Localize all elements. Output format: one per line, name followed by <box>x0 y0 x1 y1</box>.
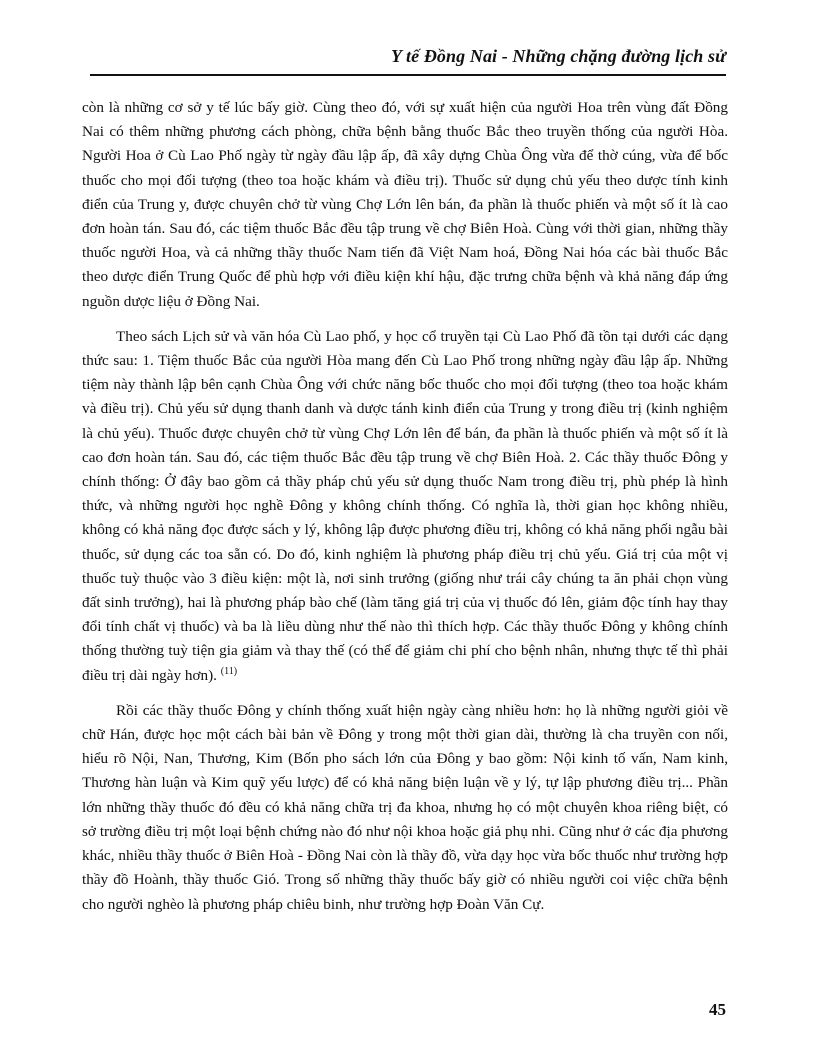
paragraph-1: còn là những cơ sở y tế lúc bấy giờ. Cùng theo đó, với sự xuất hiện của người Hoa trên vùng đất Đồng Nai có thêm những phương cách phòng, chữa bệnh bằng thuốc Bắc theo truyền thống của người Hòa. Người Hoa ở Cù Lao Phố ngày từ ngày đầu lập ấp, đã xây dựng Chùa Ông vừa để thờ cúng, vừa để bốc thuốc cho mọi đối tượng (theo toa hoặc khám và điều trị). Thuốc sử dụng chủ yếu theo dược tính kinh điển của Trung y, được chuyên chở từ vùng Chợ Lớn lên bán, đa phần là thuốc phiến và một số ít là cao đơn hoàn tán. Sau đó, các tiệm thuốc Bắc đều tập trung về chợ Biên Hoà. Cùng với thời gian, những thầy thuốc người Hoa, và cả những thầy thuốc Nam tiến đã Việt Nam hoá, Đồng Nai hóa các bài thuốc Bắc theo dược điển Trung Quốc để phù hợp với điều kiện khí hậu, đặc trưng chữa bệnh và khả năng đáp ứng nguồn dược liệu ở Đồng Nai. <box>82 99 728 310</box>
paragraph-2-text: Theo sách Lịch sử và văn hóa Cù Lao phố, y học cổ truyền tại Cù Lao Phố đã tồn tại dưới các dạng thức sau: 1. Tiệm thuốc Bắc của người Hòa mang đến Cù Lao Phố trong những ngày đầu lập ấp. Những tiệm này thành lập bên cạnh Chùa Ông với chức năng bốc thuốc cho mọi đối tượng (theo toa hoặc khám và điều trị). Chủ yếu sử dụng thanh danh và dược tánh kinh điển của Trung y trong điều trị (kinh nghiệm là chủ yếu). Thuốc được chuyên chở từ vùng Chợ Lớn lên để bán, đa phần là thuốc phiến và một số ít là cao đơn hoàn tán. Sau đó, các tiệm thuốc Bắc đều tập trung về chợ Biên Hoà. 2. Các thầy thuốc Đông y chính thống: Ở đây bao gồm cả thầy pháp chủ yếu sử dụng thuốc Nam trong điều trị, phù phép là hình thức, và những người học nghề Đông y không chính thống. Có nghĩa là, thời gian học không nhiều, không có khả năng đọc được sách y lý, không lập được phương điều trị, không có khả năng phối ngẫu bài thuốc, sử dụng các toa sẵn có. Do đó, kinh nghiệm là phương pháp điều trị chủ yếu. Giá trị của một vị thuốc tuỳ thuộc vào 3 điều kiện: một là, nơi sinh trưởng (giống như trái cây chúng ta ăn phải chọn vùng đất sinh trưởng), hai là phương pháp bào chế (làm tăng giá trị của vị thuốc đó lên, giảm độc tính hay thay đổi tính chất vị thuốc) và ba là liều dùng như thế nào thì thích hợp. Các thầy thuốc Đông y không chính thống thường tuỳ tiện gia giảm và thay thế (có thể để giảm chi phí cho bệnh nhân, nhưng thực tế thì phải điều trị dài ngày hơn). <box>82 327 728 684</box>
header-rule <box>90 74 726 76</box>
footnote-reference: (11) <box>220 665 238 677</box>
page-body <box>82 96 728 917</box>
paragraph-3: Rồi các thầy thuốc Đông y chính thống xuất hiện ngày càng nhiều hơn: họ là những người giỏi về chữ Hán, được học một cách bài bản về Đông y trong một thời gian dài, thường là cha truyền con nối, hiểu rõ Nội, Nan, Thương, Kim (Bốn pho sách lớn của Đông y bao gồm: Nội kinh tố vấn, Nam kinh, Thương hàn luận và Kim quỹ yếu lược) để có khả năng biện luận về y lý, tự lập phương điều trị... Phần lớn những thầy thuốc đó đều có khả năng chữa trị đa khoa, nhưng họ có một chuyên khoa riêng biệt, có sở trường điều trị một loại bệnh chứng nào đó như nội khoa hoặc giả phụ nhi. Cũng như ở các địa phương khác, nhiều thầy thuốc ở Biên Hoà - Đồng Nai còn là thầy đồ, vừa dạy học vừa bốc thuốc như trường hợp thầy đồ Hoành, thầy thuốc Gió. Trong số những thầy thuốc bấy giờ có nhiều người coi việc chữa bệnh cho người nghèo là phương pháp chiêu binh, như trường hợp Đoàn Văn Cự. <box>82 701 728 913</box>
running-header <box>90 40 726 76</box>
paragraph-2 <box>82 325 728 688</box>
book-title: Y tế Đồng Nai - Những chặng đường lịch sử <box>391 46 726 66</box>
page-number: 45 <box>709 1000 726 1019</box>
